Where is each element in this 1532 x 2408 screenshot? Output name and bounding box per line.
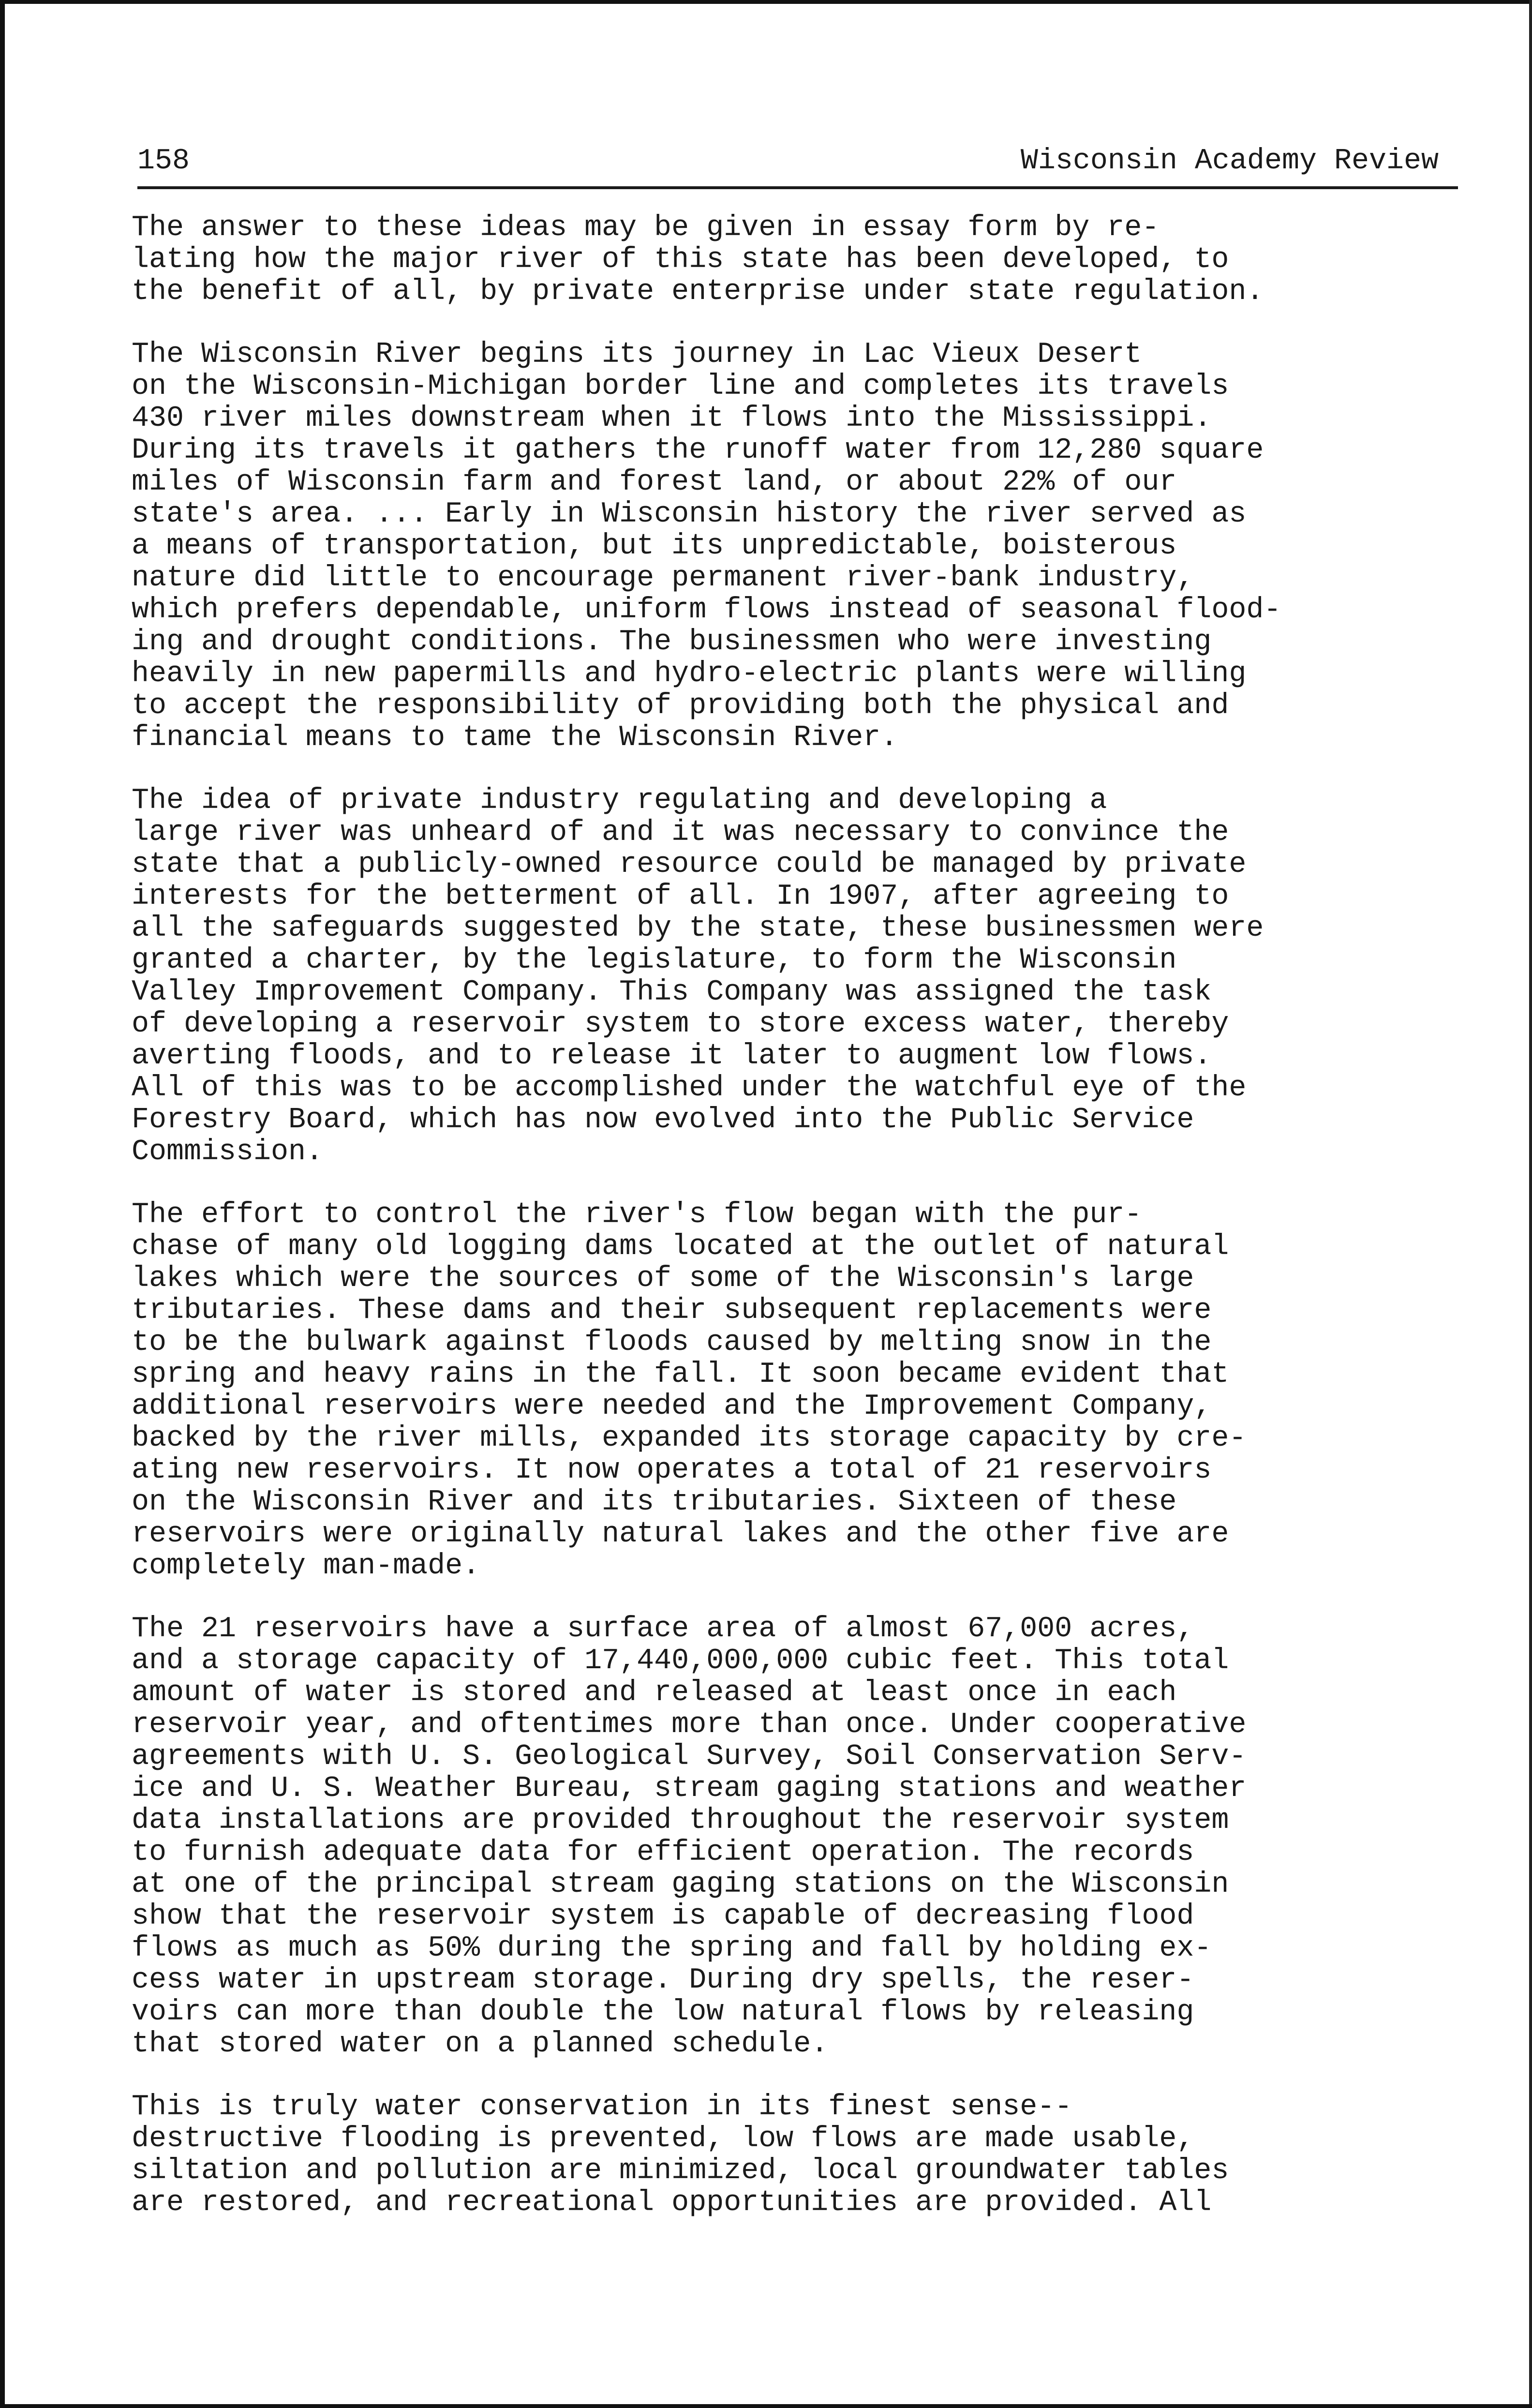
paragraph-4: The effort to control the river's flow began with the pur- chase of many old logging dams located at the outlet of natural lakes which were the sources of some of the Wisconsin's large tributaries. These dams and their subsequent replacements were to be the bulwark against floods caused by melting snow in the spring and heavy rains in the fall. It soon became evident that additional reservoirs were needed and the Improvement Company, backed by the river mills, expanded its storage capacity by cre- ating new reservoirs. It now operates a total of 21 reservoirs on the Wisconsin River and its tributaries. Sixteen of these reservoirs were originally natural lakes and the other five are completely man-made. <box>132 1198 1247 1583</box>
page-number: 158 <box>137 145 190 178</box>
header-rule <box>137 186 1458 189</box>
scan-border-left <box>0 0 5 2408</box>
scan-border-right <box>1529 0 1532 2408</box>
scan-border-bottom <box>0 2404 1532 2408</box>
paragraph-5: The 21 reservoirs have a surface area of almost 67,000 acres, and a storage capacity of 17,440,000,000 cubic feet. This total amount of water is stored and released at least once in each reservoir year, and oftentimes more than once. Under cooperative agreements with U. S. Geological Survey, Soil Conservation Serv- ice and U. S. Weather Bureau, stream gaging stations and weather data installations are provided throughout the reservoir system to furnish adequate data for efficient operation. The records at one of the principal stream gaging stations on the Wisconsin show that the reservoir system is capable of decreasing flood flows as much as 50% during the spring and fall by holding ex- cess water in upstream storage. During dry spells, the reser- voirs can more than double the low natural flows by releasing that stored water on a planned schedule. <box>132 1613 1247 2061</box>
paragraph-3: The idea of private industry regulating and developing a large river was unheard of and it was necessary to convince the state that a publicly-owned resource could be managed by private interests for the betterment of all. In 1907, after agreeing to all the safeguards suggested by the state, these businessmen were granted a charter, by the legislature, to form the Wisconsin Valley Improvement Company. This Company was assigned the task of developing a reservoir system to store excess water, thereby averting floods, and to release it later to augment low flows. All of this was to be accomplished under the watchful eye of the Forestry Board, which has now evolved into the Public Service Commission. <box>132 784 1264 1168</box>
journal-title: Wisconsin Academy Review <box>1020 145 1439 178</box>
paragraph-1: The answer to these ideas may be given in essay form by re- lating how the major river of this state has been developed, to the benefit of all, by private enterprise under state regulation. <box>132 211 1264 308</box>
paragraph-2: The Wisconsin River begins its journey in Lac Vieux Desert on the Wisconsin-Michigan border line and completes its travels 430 river miles downstream when it flows into the Mississippi. During its travels it gathers the runoff water from 12,280 square miles of Wisconsin farm and forest land, or about 22% of our state's area. ... Early in Wisconsin history the river served as a means of transportation, but its unpredictable, boisterous nature did little to encourage permanent river-bank industry, which prefers dependable, uniform flows instead of seasonal flood- ing and drought conditions. The businessmen who were investing heavily in new papermills and hydro-electric plants were willing to accept the responsibility of providing both the physical and financial means to tame the Wisconsin River. <box>132 338 1281 754</box>
paragraph-6: This is truly water conservation in its finest sense-- destructive flooding is prevented, low flows are made usable, siltation and pollution are minimized, local groundwater tables are restored, and recreational opportunities are provided. All <box>132 2091 1229 2219</box>
scan-border-top <box>0 0 1532 4</box>
running-header <box>137 137 1458 185</box>
article-body <box>132 212 1467 2219</box>
